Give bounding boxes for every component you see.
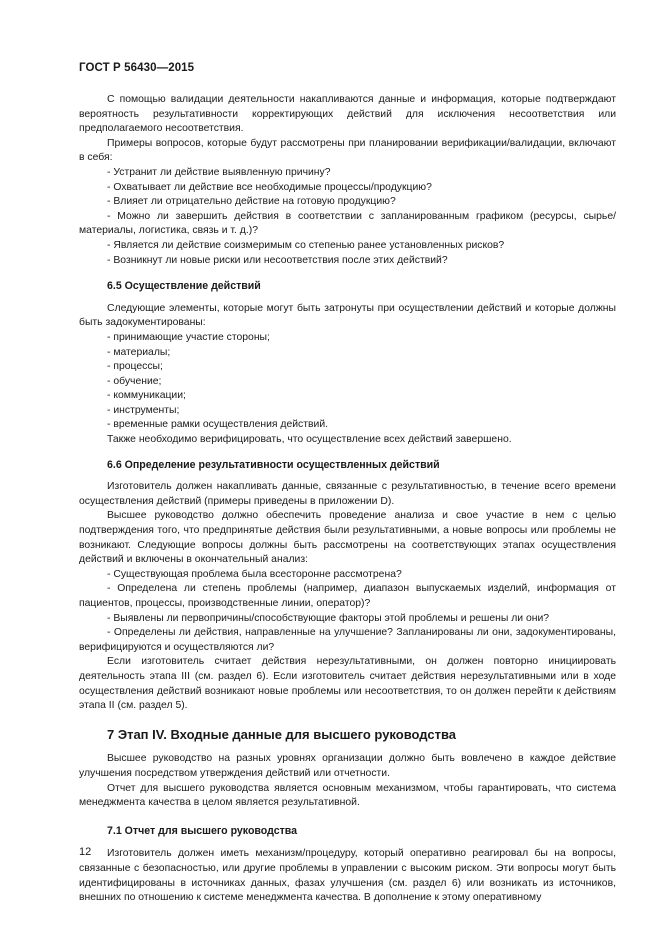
list-item: - Существующая проблема была всесторонне рассмотрена? bbox=[107, 568, 402, 580]
paragraph: Примеры вопросов, которые будут рассмотрены при планировании верификации/валидации, включают в себя: bbox=[79, 137, 616, 164]
section-heading: 6.5 Осуществление действий bbox=[107, 280, 261, 293]
paragraph: С помощью валидации деятельности накапливаются данные и информация, которые подтверждают вероятность результативности корректирующих действий для исключения несоответствия или предполагаемого несоответствия. bbox=[79, 94, 616, 135]
list-item: - Охватывает ли действие все необходимые процессы/продукцию? bbox=[107, 181, 432, 193]
paragraph: Отчет для высшего руководства является основным механизмом, чтобы гарантировать, что система менеджмента качества в целом является результативной. bbox=[79, 782, 616, 809]
list-item: - Определена ли степень проблемы (например, диапазон выпускаемых изделий, информация от пациентов, процессы, производственные линии, оператор)? bbox=[79, 583, 616, 609]
list-item: - Является ли действие соизмеримым со степенью ранее установленных рисков? bbox=[107, 239, 505, 251]
chapter-heading: 7 Этап IV. Входные данные для высшего руководства bbox=[107, 726, 457, 742]
paragraph: Высшее руководство должно обеспечить проведение анализа и свое участие в нем с целью подтверждения того, что предпринятые действия были результативными, а новые вопросы или проблемы не возникают. Следующие вопросы должны быть рассмотрены на соответствующих этапах осуществления действий и включены в окончательный анализ: bbox=[79, 510, 616, 566]
list-item: - материалы; bbox=[107, 346, 171, 358]
section-heading: 6.6 Определение результативности осуществленных действий bbox=[107, 458, 440, 471]
document-header: ГОСТ Р 56430—2015 bbox=[79, 62, 195, 74]
list-item: - Возникнут ли новые риски или несоответствия после этих действий? bbox=[107, 254, 448, 266]
list-item: - принимающие участие стороны; bbox=[107, 331, 270, 343]
list-item: - временные рамки осуществления действий. bbox=[107, 419, 329, 431]
paragraph: Следующие элементы, которые могут быть затронуты при осуществлении действий и которые должны быть задокументированы: bbox=[79, 302, 616, 329]
list-item: - коммуникации; bbox=[107, 390, 186, 402]
list-item: - Устранит ли действие выявленную причину? bbox=[107, 166, 331, 178]
page-number: 12 bbox=[79, 846, 92, 858]
paragraph: Также необходимо верифицировать, что осуществление всех действий завершено. bbox=[107, 434, 512, 446]
list-item: - Определены ли действия, направленные на улучшение? Запланированы ли они, задокументированы, верифицируются и осуществляются ли? bbox=[79, 627, 616, 653]
page-content bbox=[79, 93, 616, 906]
section-heading: 7.1 Отчет для высшего руководства bbox=[107, 824, 298, 837]
paragraph: Если изготовитель считает действия нерезультативными, он должен повторно инициировать деятельность этапа III (см. раздел 6). Если изготовитель считает действия нерезультативными или в ходе осуществления действий возникают новые проблемы или несоответствия, то он должен перейти к действиям этапа II (см. раздел 5). bbox=[79, 656, 616, 712]
list-item: - Можно ли завершить действия в соответствии с запланированным графиком (ресурсы, сырье/материалы, логистика, связь и т. д.)? bbox=[79, 210, 616, 237]
list-item: - Выявлены ли первопричины/способствующие факторы этой проблемы и решены ли они? bbox=[107, 612, 550, 624]
list-item: - инструменты; bbox=[107, 404, 180, 416]
list-item: - обучение; bbox=[107, 375, 162, 387]
list-item: - Влияет ли отрицательно действие на готовую продукцию? bbox=[107, 196, 396, 208]
paragraph: Изготовитель должен иметь механизм/процедуру, который оперативно реагировал бы на вопросы, связанные с безопасностью, или другие проблемы в управлении с высоким риском. Эти вопросы могут быть идентифицированы в источниках данных, фазах улучшения (см. раздел 6) или возникать из источников, внешних по отношению к системе менеджмента качества. В дополнение к этому оперативному bbox=[79, 848, 616, 904]
list-item: - процессы; bbox=[107, 361, 163, 373]
paragraph: Высшее руководство на разных уровнях организации должно быть вовлечено в каждое действие улучшения посредством утверждения действий или отчетности. bbox=[79, 753, 616, 779]
paragraph: Изготовитель должен накапливать данные, связанные с результативностью, в течение всего времени осуществления действий (примеры приведены в приложении D). bbox=[79, 481, 616, 507]
